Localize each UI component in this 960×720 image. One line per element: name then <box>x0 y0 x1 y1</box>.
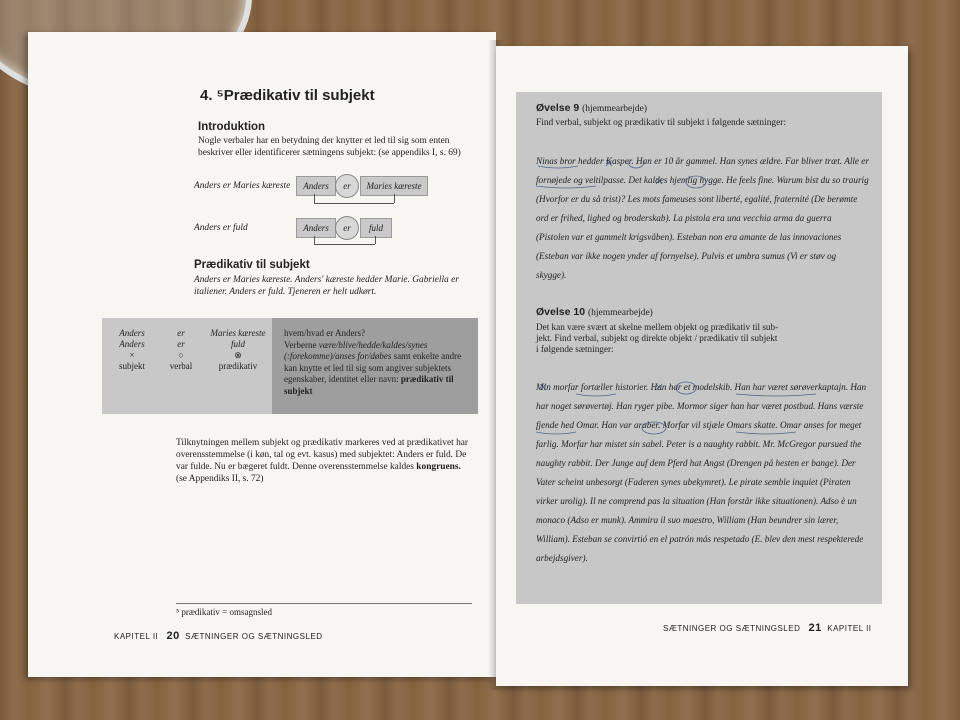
cross-mark <box>656 384 662 390</box>
exercise9-title: Øvelse 9 <box>536 102 580 114</box>
exercise-line: Ninas bror hedder Kasper. Han er 10 år gammel. Han synes ældre. Far bliver træt. Alle er <box>536 156 869 166</box>
connector <box>394 194 395 203</box>
circle-mark <box>676 382 696 394</box>
exercise-line: fjende hed Omar. Han var araber. Morfar vil stjæle Omars skatte. Omar anses for meget <box>536 420 862 430</box>
note-bold: prædikativ til subjekt <box>284 374 454 396</box>
right-footer <box>663 622 872 634</box>
footnote: ⁵ prædikativ = omsagnsled <box>176 607 272 617</box>
intro-heading: Introduktion <box>198 121 266 133</box>
table-cell: subjekt <box>119 361 145 371</box>
underline-mark <box>736 432 796 434</box>
paragraph-bold: kongruens. <box>416 462 461 472</box>
section-heading: Prædikativ til subjekt <box>194 259 310 271</box>
exercise-line: (Hvorfor er du så trist)? Les mots fameuses sont liberté, egalité, fraternité (De berømte <box>536 194 858 204</box>
table-cell: er <box>177 339 185 349</box>
exercise-line: farlig. Morfar har mistet sin sabel. Peter is a naughty rabbit. Mr. McGregor pursued the <box>536 439 862 449</box>
underline-mark <box>536 186 596 188</box>
example-table <box>102 318 272 414</box>
exercise-line: Vater scheint unbesorgt (Faderen synes ubekymret). Le pirate semble inquiet (Piraten <box>536 477 851 487</box>
exercise-line: ord er frihed, lighed og broderskab). La pistola era una vecchia arma da guerra <box>536 213 832 223</box>
note-text-rest: samt enkelte andre kan knytte et led til sig som angiver subjektets egenskaber, identitet eller navn: <box>284 351 462 384</box>
note-verbs-2: (:forekomme)/anses for/døbes <box>284 351 392 361</box>
cross-mark <box>656 178 662 184</box>
table-cell: verbal <box>169 361 193 371</box>
note-verbs: være/blive/hedde/kaldes/synes <box>318 339 428 350</box>
note-text: Verberne <box>284 339 319 350</box>
connector <box>314 236 315 244</box>
circle-mark <box>628 160 644 168</box>
table-cell: Maries kæreste <box>210 328 266 338</box>
page-number: 21 <box>808 622 822 634</box>
instruction-line: jekt. Find verbal, subjekt og direkte objekt / prædikativ til subjekt <box>536 333 778 343</box>
exercise-line: (Pistolen var et gammelt krigsvåben). Esteban non era amante de las innovaciones <box>536 232 842 242</box>
instruction-line: Det kan være svært at skelne mellem objekt og prædikativ til sub- <box>536 322 779 332</box>
paragraph-end: (se Appendiks II, s. 72) <box>176 474 264 484</box>
underline-mark <box>736 394 816 396</box>
footer-title: SÆTNINGER OG SÆTNINGSLED <box>663 624 801 633</box>
diagram2-label: Anders er fuld <box>194 223 248 233</box>
table-note <box>272 318 478 414</box>
table-cell: prædikativ <box>218 361 258 371</box>
section-text: Anders er Maries kæreste. Anders' kæreste hedder Marie. Gabriella er italiener. Anders er fuld. Tjeneren er helt udkørt. <box>194 275 459 297</box>
kongruens-paragraph <box>176 437 472 485</box>
table-note-text <box>284 328 470 397</box>
page-title: 4. ⁵Prædikativ til subjekt <box>200 87 375 104</box>
paragraph-text: Tilknytningen mellem subjekt og prædikativ markeres ved at prædikativet har overensstemmelse (i køn, tal og evt. kasus) med subjektet: Anders er fuld. De var fulde. Nu er bægeret fuldt. Denne overensstemmelse kaldes <box>176 438 469 472</box>
cross-mark <box>540 384 546 390</box>
diagram1-verb: er <box>335 174 359 198</box>
exercise-line: (Esteban var ikke nogen ynder af fornyelse). Pulvis et umbra sumus (Vi er støv og <box>536 251 837 261</box>
diagram2-predicate: fuld <box>360 218 392 238</box>
connector <box>314 194 315 203</box>
exercise-line: virker urolig). Il ne comprend pas la situation (Han forstår ikke situationen). Adso è un <box>536 496 857 506</box>
diagram2-verb: er <box>335 216 359 240</box>
exercise9-instructions: Find verbal, subjekt og prædikativ til subjekt i følgende sætninger: <box>536 118 786 128</box>
table-cell: er <box>177 328 185 338</box>
left-footer <box>114 630 323 642</box>
exercise-line: William). Esteban se convirtió en el patrón más respetado (E. blev den mest respekterede <box>536 534 864 544</box>
underline-mark <box>538 166 578 168</box>
crossed-circle-symbol: ⊗ <box>234 350 242 360</box>
connector <box>314 244 375 245</box>
exercise9-heading <box>536 102 647 114</box>
intro-text: Nogle verbaler har en betydning der knytter et led til sig som enten beskriver eller identificerer sætningens subjekt: (se appendiks I, s. 69) <box>198 136 461 158</box>
footer-chapter: KAPITEL II <box>114 632 159 641</box>
cross-symbol: × <box>129 350 135 360</box>
exercise-line: har noget sørøvertøj. Han ryger pibe. Mormor siger han har været postbud. Hans værste <box>536 401 864 411</box>
exercise10-tag: (hjemmearbejde) <box>587 308 653 318</box>
note-question: hvem/hvad er Anders? <box>284 328 365 338</box>
underline-mark <box>536 432 576 434</box>
exercise-line: monaco (Adso er munk). Ammira il suo maestro, William (Han beundrer sin lærer, <box>536 515 839 525</box>
table-col-predicate <box>206 328 270 372</box>
cross-mark <box>606 160 612 166</box>
page-number: 20 <box>166 630 180 642</box>
table-cell: fuld <box>230 339 245 349</box>
connector <box>375 236 376 244</box>
underline-mark <box>576 394 616 396</box>
table-col-subject <box>108 328 156 372</box>
diagram2-subject: Anders <box>296 218 336 238</box>
footer-chapter: KAPITEL II <box>827 624 872 633</box>
table-cell: Anders <box>119 328 145 338</box>
exercise-line: fornøjede og veltilpasse. Det kaldes hjemlig hygge. He feels fine. Warum bist du so traurig <box>536 175 869 185</box>
footnote-rule <box>176 603 472 604</box>
exercise-line: naughty rabbit. Der Junge auf dem Pferd hat Angst (Drengen på hesten er bange). Der <box>536 458 856 468</box>
footer-title: SÆTNINGER OG SÆTNINGSLED <box>185 632 323 641</box>
circle-mark <box>642 422 666 434</box>
pencil-markings <box>536 160 876 580</box>
exercise-line: arbejdsgiver). <box>536 553 588 563</box>
table-cell: Anders <box>119 339 145 349</box>
instruction-line: i følgende sætninger: <box>536 344 614 354</box>
diagram1-predicate: Maries kæreste <box>360 176 428 196</box>
table-col-verb <box>158 328 204 372</box>
exercise10-title: Øvelse 10 <box>536 306 586 318</box>
diagram1-subject: Anders <box>296 176 336 196</box>
exercise-line: Min morfar fortæller historier. Han har et modelskib. Han har været sørøverkaptajn. Han <box>536 382 867 392</box>
circle-symbol: ○ <box>178 350 184 360</box>
circle-mark <box>686 176 706 188</box>
exercise9-tag: (hjemmearbejde) <box>582 104 648 114</box>
exercise-line: skygge). <box>536 270 567 280</box>
connector <box>314 203 394 204</box>
diagram1-label: Anders er Maries kæreste <box>194 181 291 191</box>
